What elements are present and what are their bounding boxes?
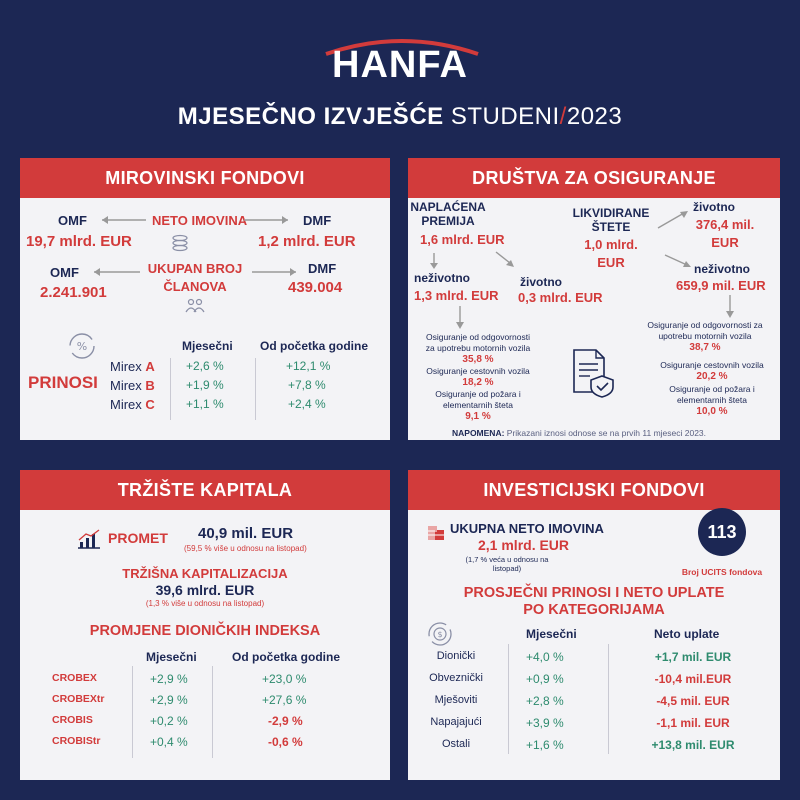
index-ytd: +23,0 % bbox=[262, 672, 307, 686]
category-name: Obveznički bbox=[429, 672, 483, 684]
omf-members: 2.241.901 bbox=[40, 284, 107, 301]
omf-assets: 19,7 mlrd. EUR bbox=[26, 233, 132, 250]
index-monthly: +2,9 % bbox=[150, 693, 188, 707]
claims-label: LIKVIDIRANE ŠTETE bbox=[572, 206, 650, 234]
nav-label: UKUPNA NETO IMOVINA bbox=[450, 521, 604, 536]
arrow-down-icon bbox=[426, 252, 442, 270]
col-flows: Neto uplate bbox=[654, 627, 720, 641]
dmf-members: 439.004 bbox=[288, 279, 343, 296]
mirex-c-name: Mirex C bbox=[110, 397, 155, 412]
index-monthly: +0,4 % bbox=[150, 735, 188, 749]
page-title: MJESEČNO IZVJEŠĆE STUDENI/2023 bbox=[177, 103, 623, 130]
mirex-b-monthly: +1,9 % bbox=[186, 378, 224, 392]
capital-panel bbox=[20, 470, 390, 780]
claims-value: 1,0 mlrd. EUR bbox=[584, 237, 638, 270]
claims-life-value: 376,4 mil. EUR bbox=[695, 217, 755, 250]
category-name: Napajajući bbox=[430, 716, 482, 728]
divider bbox=[608, 644, 609, 754]
percent-cycle-icon bbox=[66, 330, 98, 362]
dmf-assets: 1,2 mlrd. EUR bbox=[258, 233, 356, 250]
net-assets-label: NETO IMOVINA bbox=[152, 213, 248, 228]
divider bbox=[132, 666, 133, 758]
arrow-down-icon bbox=[722, 294, 738, 320]
index-monthly: +0,2 % bbox=[150, 714, 188, 728]
mirex-a-name: Mirex A bbox=[110, 359, 155, 374]
category-monthly: +4,0 % bbox=[526, 650, 564, 664]
index-ytd: -2,9 % bbox=[268, 714, 303, 728]
premium-label: NAPLAĆENA PREMIJA bbox=[410, 200, 486, 228]
investment-panel bbox=[408, 470, 780, 780]
categories-heading: PROSJEČNI PRINOSI I NETO UPLATE PO KATEGORIJAMA bbox=[463, 585, 725, 618]
dmf-label-2: DMF bbox=[308, 261, 337, 276]
money-cycle-icon bbox=[426, 620, 454, 648]
claims-nonlife-label: neživotno bbox=[694, 262, 750, 276]
left-item-1: Osiguranje od odgovornosti za upotrebu motornih vozila 35,8 % bbox=[425, 332, 531, 365]
premium-value: 1,6 mlrd. EUR bbox=[420, 232, 505, 247]
ucits-label: Broj UCITS fondova bbox=[681, 567, 763, 577]
dmf-label: DMF bbox=[303, 213, 332, 228]
mirex-b-ytd: +7,8 % bbox=[288, 378, 326, 392]
category-name: Ostali bbox=[441, 738, 471, 750]
arrow-left-icon bbox=[90, 266, 142, 278]
col-monthly: Mjesečni bbox=[146, 650, 197, 664]
right-item-2: Osiguranje cestovnih vozila 20,2 % bbox=[660, 360, 764, 382]
category-name: Mješoviti bbox=[434, 694, 478, 706]
pension-panel bbox=[20, 158, 390, 440]
category-net-flows: -10,4 mil.EUR bbox=[654, 672, 732, 686]
arrow-down-right-icon bbox=[494, 250, 518, 270]
claims-nonlife-value: 659,9 mil. EUR bbox=[676, 278, 766, 293]
category-net-flows: +13,8 mil. EUR bbox=[651, 738, 735, 752]
arrow-down-icon bbox=[452, 305, 468, 331]
mirex-a-monthly: +2,6 % bbox=[186, 359, 224, 373]
premium-nonlife-label: neživotno bbox=[414, 271, 470, 285]
market-cap-value: 39,6 mlrd. EUR bbox=[155, 582, 255, 598]
mirex-c-monthly: +1,1 % bbox=[186, 397, 224, 411]
capital-heading: TRŽIŠTE KAPITALA bbox=[20, 470, 390, 510]
index-name: CROBEXtr bbox=[52, 693, 105, 705]
turnover-label: PROMET bbox=[108, 530, 168, 546]
col-ytd: Od početka godine bbox=[260, 339, 369, 353]
claims-life-label: životno bbox=[693, 200, 736, 214]
coins-stack-icon bbox=[426, 522, 446, 542]
logo: HANFA bbox=[332, 44, 468, 86]
note: NAPOMENA: Prikazani iznosi odnose se na prvih 11 mjeseci 2023. bbox=[452, 428, 707, 438]
pension-heading: MIROVINSKI FONDOVI bbox=[20, 158, 390, 198]
arrow-down-right-icon bbox=[663, 253, 693, 271]
divider bbox=[508, 644, 509, 754]
market-cap-label: TRŽIŠNA KAPITALIZACIJA bbox=[122, 566, 288, 581]
category-name: Dionički bbox=[436, 650, 476, 662]
category-net-flows: +1,7 mil. EUR bbox=[654, 650, 732, 664]
category-monthly: +0,9 % bbox=[526, 672, 564, 686]
investment-heading: INVESTICIJSKI FONDOVI bbox=[408, 470, 780, 510]
index-ytd: -0,6 % bbox=[268, 735, 303, 749]
mirex-c-ytd: +2,4 % bbox=[288, 397, 326, 411]
turnover-value: 40,9 mil. EUR bbox=[198, 525, 294, 542]
category-net-flows: -4,5 mil. EUR bbox=[656, 694, 730, 708]
divider bbox=[212, 666, 213, 758]
left-item-2: Osiguranje cestovnih vozila 18,2 % bbox=[426, 366, 530, 388]
premium-life-value: 0,3 mlrd. EUR bbox=[518, 290, 603, 305]
omf-label-2: OMF bbox=[50, 265, 79, 280]
left-item-3: Osiguranje od požara i elementarnih šteta 9,1 % bbox=[435, 389, 521, 422]
divider bbox=[170, 358, 171, 420]
svg-text:$: $ bbox=[437, 630, 443, 639]
premium-nonlife-value: 1,3 mlrd. EUR bbox=[414, 288, 499, 303]
arrow-right-icon bbox=[250, 266, 300, 278]
members-label: UKUPAN BROJ ČLANOVA bbox=[147, 261, 243, 294]
document-shield-icon bbox=[570, 346, 616, 398]
right-item-1: Osiguranje od odgovornosti za upotrebu motornih vozila 38,7 % bbox=[647, 320, 763, 353]
nav-value: 2,1 mlrd. EUR bbox=[478, 537, 570, 553]
category-monthly: +2,8 % bbox=[526, 694, 564, 708]
mirex-a-ytd: +12,1 % bbox=[286, 359, 331, 373]
insurance-panel bbox=[408, 158, 780, 440]
index-monthly: +2,9 % bbox=[150, 672, 188, 686]
returns-label: PRINOSI bbox=[28, 373, 98, 392]
category-monthly: +1,6 % bbox=[526, 738, 564, 752]
svg-text:%: % bbox=[76, 340, 88, 353]
chart-up-icon bbox=[76, 528, 102, 550]
col-monthly: Mjesečni bbox=[182, 339, 233, 353]
indices-heading: PROMJENE DIONIČKIH INDEKSA bbox=[89, 623, 321, 639]
category-monthly: +3,9 % bbox=[526, 716, 564, 730]
index-name: CROBIS bbox=[52, 714, 93, 726]
omf-label: OMF bbox=[58, 213, 87, 228]
arrow-left-icon bbox=[98, 214, 148, 226]
market-cap-note: (1,3 % više u odnosu na listopad) bbox=[145, 599, 265, 608]
col-ytd: Od početka godine bbox=[232, 650, 341, 664]
premium-life-label: životno bbox=[520, 275, 562, 289]
insurance-heading: DRUŠTVA ZA OSIGURANJE bbox=[408, 158, 780, 198]
people-icon bbox=[185, 298, 205, 314]
right-item-3: Osiguranje od požara i elementarnih šteta 10,0 % bbox=[669, 384, 755, 417]
index-name: CROBIStr bbox=[52, 735, 101, 747]
arrow-right-icon bbox=[242, 214, 292, 226]
mirex-b-name: Mirex B bbox=[110, 378, 155, 393]
index-ytd: +27,6 % bbox=[262, 693, 307, 707]
nav-note: (1,7 % veća u odnosu na listopad) bbox=[465, 555, 549, 573]
index-name: CROBEX bbox=[52, 672, 97, 684]
turnover-note: (59,5 % više u odnosu na listopad) bbox=[184, 544, 307, 553]
ucits-count-badge: 113 bbox=[698, 508, 746, 556]
category-net-flows: -1,1 mil. EUR bbox=[656, 716, 730, 730]
col-monthly: Mjesečni bbox=[526, 627, 577, 641]
divider bbox=[255, 358, 256, 420]
coins-icon bbox=[170, 234, 190, 252]
